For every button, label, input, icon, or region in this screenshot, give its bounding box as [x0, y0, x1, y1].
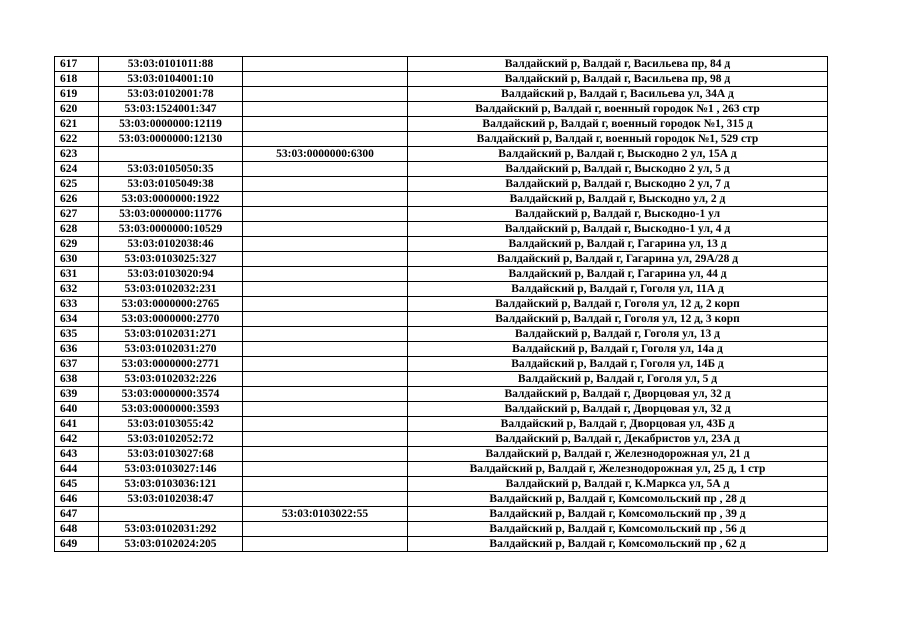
- address: Валдайский р, Валдай г, Васильева пр, 84 д: [408, 57, 828, 72]
- table-row: [55, 177, 828, 192]
- cadastral-number-alt: 53:03:0103022:55: [243, 507, 408, 522]
- row-number: 648: [55, 522, 99, 537]
- table-row: [55, 282, 828, 297]
- cadastral-number: 53:03:0000000:12119: [99, 117, 243, 132]
- cadastral-number-alt: [243, 477, 408, 492]
- cadastral-number: 53:03:0102032:226: [99, 372, 243, 387]
- address: Валдайский р, Валдай г, Гоголя ул, 14Б д: [408, 357, 828, 372]
- row-number: 623: [55, 147, 99, 162]
- table-row: [55, 132, 828, 147]
- address: Валдайский р, Валдай г, Железнодорожная ул, 21 д: [408, 447, 828, 462]
- address: Валдайский р, Валдай г, Гагарина ул, 13 д: [408, 237, 828, 252]
- cadastral-number: 53:03:0102001:78: [99, 87, 243, 102]
- address: Валдайский р, Валдай г, Дворцовая ул, 32 д: [408, 402, 828, 417]
- cadastral-number-alt: [243, 312, 408, 327]
- cadastral-number: 53:03:0000000:1922: [99, 192, 243, 207]
- cadastral-number-alt: [243, 72, 408, 87]
- address: Валдайский р, Валдай г, Выскодно 2 ул, 5 д: [408, 162, 828, 177]
- row-number: 635: [55, 327, 99, 342]
- cadastral-number: 53:03:0103027:146: [99, 462, 243, 477]
- address: Валдайский р, Валдай г, Гоголя ул, 14а д: [408, 342, 828, 357]
- row-number: 633: [55, 297, 99, 312]
- address: Валдайский р, Валдай г, военный городок №1, 315 д: [408, 117, 828, 132]
- table-row: [55, 417, 828, 432]
- cadastral-number: [99, 507, 243, 522]
- row-number: 622: [55, 132, 99, 147]
- cadastral-number: 53:03:0102038:46: [99, 237, 243, 252]
- cadastral-number-alt: [243, 327, 408, 342]
- address: Валдайский р, Валдай г, Выскодно 2 ул, 7 д: [408, 177, 828, 192]
- address: Валдайский р, Валдай г, Выскодно ул, 2 д: [408, 192, 828, 207]
- cadastral-number: 53:03:0102024:205: [99, 537, 243, 552]
- cadastral-number-alt: [243, 432, 408, 447]
- address: Валдайский р, Валдай г, Железнодорожная ул, 25 д, 1 стр: [408, 462, 828, 477]
- cadastral-number-alt: [243, 207, 408, 222]
- row-number: 627: [55, 207, 99, 222]
- cadastral-number: 53:03:0103055:42: [99, 417, 243, 432]
- cadastral-number-alt: [243, 402, 408, 417]
- table-row: [55, 507, 828, 522]
- cadastral-number-alt: [243, 342, 408, 357]
- table-row: [55, 162, 828, 177]
- address: Валдайский р, Валдай г, Гоголя ул, 5 д: [408, 372, 828, 387]
- table-row: [55, 237, 828, 252]
- row-number: 624: [55, 162, 99, 177]
- cadastral-number-alt: [243, 237, 408, 252]
- row-number: 645: [55, 477, 99, 492]
- cadastral-number: [99, 147, 243, 162]
- cadastral-number: 53:03:0000000:12130: [99, 132, 243, 147]
- address: Валдайский р, Валдай г, Выскодно-1 ул: [408, 207, 828, 222]
- table-row: [55, 492, 828, 507]
- cadastral-number: 53:03:0102052:72: [99, 432, 243, 447]
- row-number: 620: [55, 102, 99, 117]
- cadastral-number-alt: [243, 57, 408, 72]
- cadastral-number-alt: [243, 372, 408, 387]
- address: Валдайский р, Валдай г, Выскодно-1 ул, 4 д: [408, 222, 828, 237]
- cadastral-number: 53:03:0103020:94: [99, 267, 243, 282]
- cadastral-number-alt: [243, 192, 408, 207]
- address: Валдайский р, Валдай г, Гоголя ул, 13 д: [408, 327, 828, 342]
- row-number: 636: [55, 342, 99, 357]
- cadastral-number-alt: [243, 117, 408, 132]
- address: Валдайский р, Валдай г, Комсомольский пр , 28 д: [408, 492, 828, 507]
- cadastral-number: 53:03:0105049:38: [99, 177, 243, 192]
- address: Валдайский р, Валдай г, К.Маркса ул, 5А д: [408, 477, 828, 492]
- address: Валдайский р, Валдай г, Гагарина ул, 44 д: [408, 267, 828, 282]
- cadastral-number: 53:03:0000000:11776: [99, 207, 243, 222]
- cadastral-number-alt: [243, 177, 408, 192]
- address: Валдайский р, Валдай г, военный городок №1, 529 стр: [408, 132, 828, 147]
- cadastral-number: 53:03:0000000:2765: [99, 297, 243, 312]
- address: Валдайский р, Валдай г, Гоголя ул, 12 д, 2 корп: [408, 297, 828, 312]
- address: Валдайский р, Валдай г, Комсомольский пр , 62 д: [408, 537, 828, 552]
- row-number: 644: [55, 462, 99, 477]
- cadastral-number: 53:03:0101011:88: [99, 57, 243, 72]
- registry-table-body: [55, 57, 828, 552]
- table-row: [55, 72, 828, 87]
- cadastral-number-alt: [243, 537, 408, 552]
- table-row: [55, 372, 828, 387]
- table-row: [55, 402, 828, 417]
- row-number: 639: [55, 387, 99, 402]
- table-row: [55, 522, 828, 537]
- cadastral-number: 53:03:0000000:3593: [99, 402, 243, 417]
- address: Валдайский р, Валдай г, Комсомольский пр , 56 д: [408, 522, 828, 537]
- address: Валдайский р, Валдай г, Выскодно 2 ул, 15А д: [408, 147, 828, 162]
- cadastral-number: 53:03:0102031:271: [99, 327, 243, 342]
- table-row: [55, 117, 828, 132]
- table-row: [55, 222, 828, 237]
- cadastral-number-alt: [243, 387, 408, 402]
- cadastral-number: 53:03:0102032:231: [99, 282, 243, 297]
- address: Валдайский р, Валдай г, Дворцовая ул, 43Б д: [408, 417, 828, 432]
- table-row: [55, 102, 828, 117]
- row-number: 643: [55, 447, 99, 462]
- cadastral-number-alt: [243, 282, 408, 297]
- cadastral-number-alt: [243, 267, 408, 282]
- table-row: [55, 267, 828, 282]
- cadastral-number: 53:03:1524001:347: [99, 102, 243, 117]
- cadastral-number-alt: [243, 462, 408, 477]
- row-number: 647: [55, 507, 99, 522]
- row-number: 634: [55, 312, 99, 327]
- row-number: 637: [55, 357, 99, 372]
- address: Валдайский р, Валдай г, военный городок №1 , 263 стр: [408, 102, 828, 117]
- cadastral-number: 53:03:0000000:3574: [99, 387, 243, 402]
- address: Валдайский р, Валдай г, Декабристов ул, 23А д: [408, 432, 828, 447]
- cadastral-number: 53:03:0000000:10529: [99, 222, 243, 237]
- row-number: 631: [55, 267, 99, 282]
- table-row: [55, 357, 828, 372]
- address: Валдайский р, Валдай г, Гоголя ул, 12 д, 3 корп: [408, 312, 828, 327]
- cadastral-number: 53:03:0000000:2770: [99, 312, 243, 327]
- table-row: [55, 87, 828, 102]
- address: Валдайский р, Валдай г, Гагарина ул, 29А/28 д: [408, 252, 828, 267]
- row-number: 646: [55, 492, 99, 507]
- table-row: [55, 432, 828, 447]
- row-number: 630: [55, 252, 99, 267]
- cadastral-number-alt: [243, 162, 408, 177]
- table-row: [55, 462, 828, 477]
- cadastral-number-alt: [243, 132, 408, 147]
- table-row: [55, 252, 828, 267]
- cadastral-number: 53:03:0102038:47: [99, 492, 243, 507]
- cadastral-number-alt: [243, 522, 408, 537]
- row-number: 641: [55, 417, 99, 432]
- row-number: 642: [55, 432, 99, 447]
- row-number: 626: [55, 192, 99, 207]
- table-row: [55, 297, 828, 312]
- cadastral-number: 53:03:0105050:35: [99, 162, 243, 177]
- row-number: 628: [55, 222, 99, 237]
- cadastral-number: 53:03:0103025:327: [99, 252, 243, 267]
- cadastral-number: 53:03:0104001:10: [99, 72, 243, 87]
- cadastral-number-alt: 53:03:0000000:6300: [243, 147, 408, 162]
- table-row: [55, 312, 828, 327]
- registry-table: [54, 56, 828, 552]
- row-number: 618: [55, 72, 99, 87]
- cadastral-number-alt: [243, 447, 408, 462]
- address: Валдайский р, Валдай г, Комсомольский пр , 39 д: [408, 507, 828, 522]
- table-row: [55, 537, 828, 552]
- table-row: [55, 447, 828, 462]
- cadastral-number-alt: [243, 252, 408, 267]
- cadastral-number-alt: [243, 492, 408, 507]
- cadastral-number-alt: [243, 357, 408, 372]
- cadastral-number-alt: [243, 222, 408, 237]
- cadastral-number: 53:03:0102031:292: [99, 522, 243, 537]
- cadastral-number: 53:03:0103036:121: [99, 477, 243, 492]
- table-row: [55, 207, 828, 222]
- address: Валдайский р, Валдай г, Дворцовая ул, 32 д: [408, 387, 828, 402]
- table-row: [55, 327, 828, 342]
- address: Валдайский р, Валдай г, Гоголя ул, 11А д: [408, 282, 828, 297]
- table-row: [55, 192, 828, 207]
- row-number: 621: [55, 117, 99, 132]
- address: Валдайский р, Валдай г, Васильева пр, 98 д: [408, 72, 828, 87]
- cadastral-number-alt: [243, 417, 408, 432]
- row-number: 638: [55, 372, 99, 387]
- cadastral-number-alt: [243, 87, 408, 102]
- row-number: 619: [55, 87, 99, 102]
- address: Валдайский р, Валдай г, Васильева ул, 34А д: [408, 87, 828, 102]
- row-number: 640: [55, 402, 99, 417]
- row-number: 649: [55, 537, 99, 552]
- cadastral-number: 53:03:0102031:270: [99, 342, 243, 357]
- cadastral-number-alt: [243, 297, 408, 312]
- cadastral-number: 53:03:0000000:2771: [99, 357, 243, 372]
- table-row: [55, 57, 828, 72]
- table-row: [55, 342, 828, 357]
- table-row: [55, 147, 828, 162]
- row-number: 617: [55, 57, 99, 72]
- row-number: 632: [55, 282, 99, 297]
- table-row: [55, 477, 828, 492]
- row-number: 625: [55, 177, 99, 192]
- cadastral-number-alt: [243, 102, 408, 117]
- row-number: 629: [55, 237, 99, 252]
- table-row: [55, 387, 828, 402]
- cadastral-number: 53:03:0103027:68: [99, 447, 243, 462]
